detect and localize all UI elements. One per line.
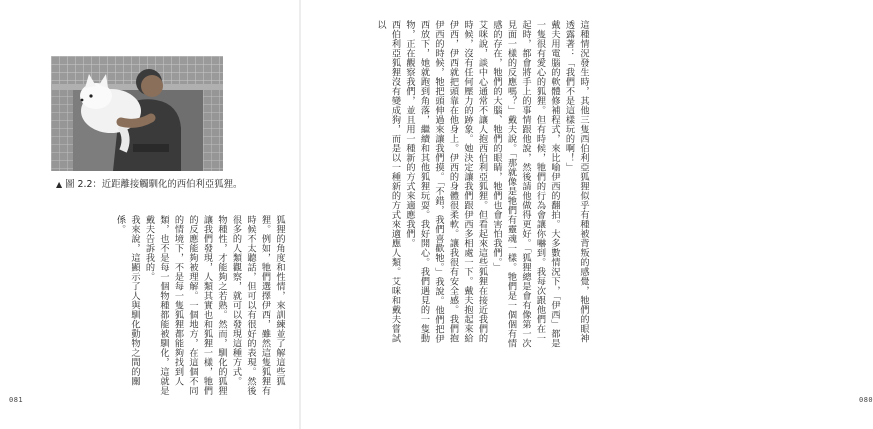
caption-mark: ▲: [56, 180, 63, 189]
caption-text: 圖 2.2：近距離接觸馴化的西伯利亞狐狸。: [65, 179, 243, 190]
right-paragraph-4: 西伯利亞狐狸沒有變成狗，而是以一種新的方式來適應人類。艾咪和戴夫嘗試以: [375, 20, 401, 343]
left-paragraph-1: 狐狸的角度和性情，來訓練並了解這些狐狸。例如，牠們選擇伊西，雖然這隻狐狸有時候不太聽話，但可以有很好的表現。然後很多的人類觀察，就可以發現這種方式。: [230, 215, 285, 396]
left-paragraph-2: 物種性，才能夠之若熟。然而，馴化的狐狸讓我們發現，人類其實也和狐狸一樣，牠們的反應能夠被理解。一個地方，在這個不同的情境下，不是每一隻狐狸都能夠找到人類，也不是每一個物種都能被馴化，這就是戴夫告訴我的。: [143, 215, 227, 396]
left-paragraph-3: 我來說，這顯示了人與馴化動物之間的關係。: [114, 215, 140, 386]
right-page: [301, 0, 873, 429]
right-body-text: [373, 20, 591, 350]
photo-caption: [56, 176, 242, 190]
right-paragraph-3: 艾咪說，談中心通常不讓人抱西伯利亞狐狸。但看起來這些狐狸在接近我們的時候，沒有任何壓力的跡象。她決定讓我們跟伊西多相處一下。戴夫抱起來給伊西，伊西就把頭靠在他身上。伊西的身體很柔軟。讓我很有安全感。我們抱伊西的時候，牠把頭伸過來讓我們摸。「不錯，我們喜歡牠。」我說。他們把伊西放下，她就跑到角落，繼續和其他狐狸玩耍。我好開心。我們遇見的一隻動物，正在觀察我們，並且用一種新的方式來適應我們。: [404, 20, 488, 344]
right-page-number: 080: [859, 396, 873, 404]
right-paragraph-2: 戴夫用電腦的軟體修補程式，來比喻伊西的翻拍。大多數情況下，「伊西」都是一隻很有愛心的狐狸。但有時候，牠們的行為會讓你嚇到。我每次跟他們在一起時，都會將手上的事情跟他說，然後請他做得更好。「狐狸總是會有像第一次見面一樣的反應嗎？」戴夫說。「那就像是牠們有靈魂一樣。牠們是一個個有情感的存在，牠們的大腦、牠們的眼睛，牠們也會害怕我們。」: [491, 20, 560, 348]
left-page: [0, 0, 299, 429]
fox-photo-image: [51, 56, 223, 171]
left-page-number: 081: [9, 396, 24, 404]
fox-photo: [51, 56, 223, 171]
left-body-text: [112, 215, 286, 401]
right-paragraph-1: 這種情況發生時，其他三隻西伯利亞狐狸似乎有種被背叛的感覺，牠們的眼神透露著：「我們不是這樣玩的啊！」: [563, 20, 589, 343]
